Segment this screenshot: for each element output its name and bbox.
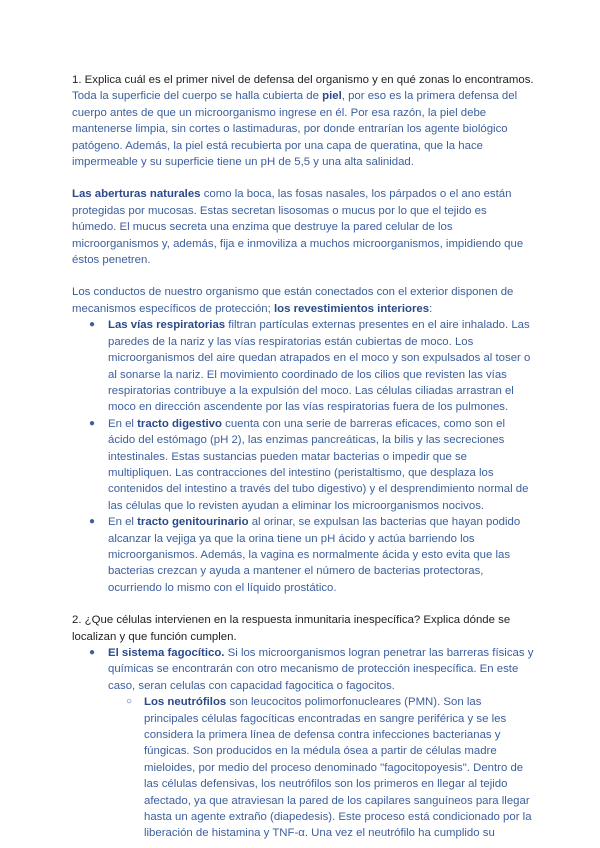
paragraph-linings (72, 284, 534, 317)
text: Toda la superficie del cuerpo se halla cubierta de (72, 90, 323, 103)
bullet-icon: ● (89, 417, 96, 429)
text: En el (108, 516, 138, 529)
text: , por eso es la primera defensa del cuerpo antes de que un microorganismo ingrese en él. Por esa razón, la piel debe mantenerse limpia, sin cortes o lastimaduras, por donde entrarían los agente biológico patógeno. Además, la piel está recubierta por una capa de queratina, que la hace impermeable y su superficie tiene un pH de 5,5 y una alta salinidad. (72, 90, 518, 169)
bold-term: Las aberturas naturales (72, 188, 201, 201)
paragraph-skin (72, 88, 534, 170)
text: En el (108, 417, 138, 430)
bold-term: tracto genitourinario (137, 516, 249, 529)
list-item (108, 694, 534, 842)
bold-term: Las vías respiratorias (108, 319, 226, 332)
text: : (429, 302, 433, 315)
linings-list (72, 317, 534, 596)
list-item (72, 645, 534, 842)
bold-term: tracto digestivo (137, 417, 222, 430)
text: Los conductos de nuestro organismo que están conectados con el exterior disponen de mecanismos específicos de protección; (72, 286, 514, 315)
cells-sublist (108, 694, 534, 842)
list-item (72, 514, 534, 596)
paragraph-openings (72, 186, 534, 268)
cells-list (72, 645, 534, 842)
bold-term: piel (322, 90, 342, 103)
document-page (72, 72, 534, 842)
text: filtran partículas externas presentes en el aire inhalado. Las paredes de la nariz y las vías respiratorias están cubiertas de moco. Los microorganismos del aire quedan atrapados en el moco y son expulsados al toser o al sonarse la nariz. El movimiento coordinado de los cilios que revisten las vías respiratorias contribuye a la expulsión del moco. Las células ciliadas arrastran el moco en dirección ascendente por las vías respiratorias fuera de los pulmones. (108, 319, 531, 414)
bold-term: Los neutrófilos (144, 696, 227, 709)
hollow-bullet-icon: ○ (126, 696, 133, 708)
bold-term: El sistema fagocítico. (108, 647, 225, 659)
text: son leucocitos polimorfonucleares (PMN). Son las principales células fagocíticas encontradas en sangre periférica y se les considera la primera línea de defensa contra infecciones bacterianas y fúngicas. Son producidos en la médula ósea a partir de células madre mieloides, por medio del proceso denominado "fagocitopoyesis". Dentro de las células defensivas, los neutrófilos son los primeros en llegar al tejido afectado, ya que atraviesan la pared de los capilares sanguíneos para llegar hasta un agente extraño (diapedesis). Este proceso está condicionado por la liberación de histamina y TNF-α. Una vez el neutrófilo ha cumplido su (144, 696, 532, 840)
bullet-icon: ● (89, 516, 96, 528)
text: cuenta con una serie de barreras eficaces, como son el ácido del estómago (pH 2), las enzimas pancreáticas, la bilis y las secreciones intestinales. Estas sustancias pueden matar bacterias o impedir que se multipliquen. Las contracciones del intestino (peristaltismo, que desplaza los contenidos del intestino a través del tubo digestivo) y el desprendimiento normal de las células que lo revisten ayudan a eliminar los microorganismos nocivos. (108, 417, 529, 512)
text: como la boca, las fosas nasales, los párpados o el ano están protegidas por mucosas. Estas secretan lisosomas o mucus por lo que el tejido es húmedo. El mucus secreta una enzima que destruye la pared celular de los microorganismos y, además, fija e inmoviliza a muchos microorganismos, impidiendo que éstos penetren. (72, 188, 524, 267)
question-2: 2. ¿Que células intervienen en la respuesta inmunitaria inespecífica? Explica dónde se localizan y que función cumplen. (72, 614, 511, 643)
bold-term: los revestimientos interiores (273, 302, 430, 315)
text: Si los microorganismos logran penetrar las barreras físicas y químicas se encontrarán con otro mecanismo de protección inespecífica. En este caso, seran celulas con capacidad fagocitica o fagocitos. (108, 647, 534, 692)
question-1: 1. Explica cuál es el primer nivel de defensa del organismo y en qué zonas lo encontramos. (72, 74, 534, 86)
list-item (72, 416, 534, 514)
bullet-icon: ● (89, 647, 96, 658)
bullet-icon: ● (89, 319, 96, 331)
list-item (72, 317, 534, 415)
text: al orinar, se expulsan las bacterias que hayan podido alcanzar la vejiga ya que la orina tiene un pH ácido y actúa barriendo los microorganismos. Además, la vagina es normalmente ácida y esto evita que las bacterias crezcan y ayuda a mantener el número de bacterias protectoras, ocurriendo lo mismo con el líquido prostático. (108, 516, 521, 594)
